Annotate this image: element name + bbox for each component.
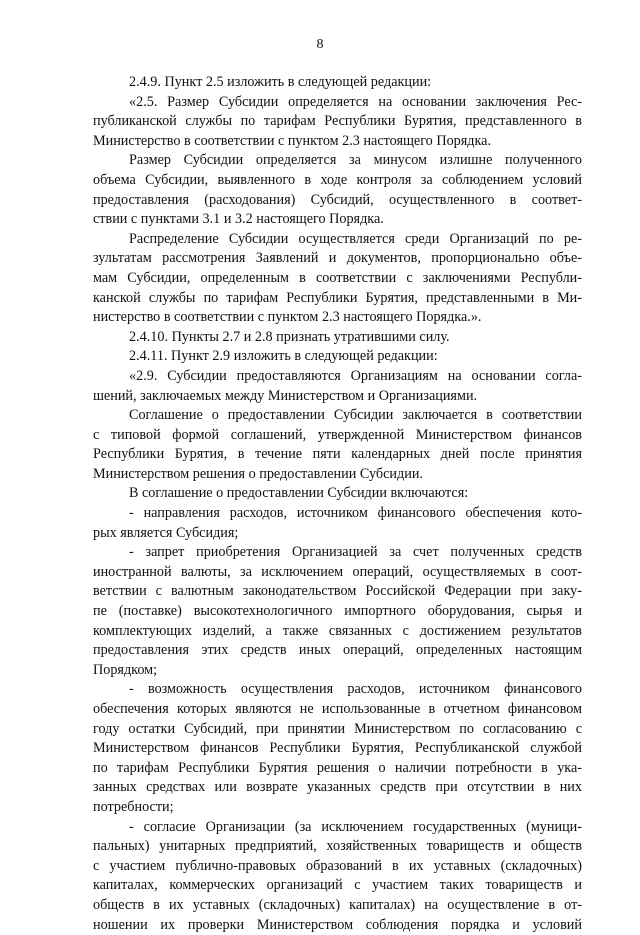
text-line: потребности;	[93, 798, 174, 815]
text-line: обществ в их уставных (складочных) капиталах) на осуществление в от-	[93, 896, 582, 913]
text-line: ствии с пунктами 3.1 и 3.2 настоящего Порядка.	[93, 211, 384, 228]
text-line: Распределение Субсидии осуществляется среди Организаций по ре-	[129, 230, 582, 247]
text-line: - согласие Организации (за исключением государственных (муници-	[129, 818, 582, 835]
text-line: рых является Субсидия;	[93, 524, 239, 541]
text-line: - запрет приобретения Организацией за счет полученных средств	[129, 544, 582, 561]
text-line: зультатам рассмотрения Заявлений и документов, пропорционально объе-	[93, 250, 582, 267]
text-line: иностранной валюты, за исключением операций, осуществляемых в соот-	[93, 563, 582, 580]
text-line: предоставления этих средств иных операций, определенных настоящим	[93, 642, 582, 659]
text-line: канской службы по тарифам Республики Бурятия, представленными в Ми-	[93, 289, 582, 306]
text-line: капиталах, коммерческих организаций с участием таких товариществ и	[93, 877, 582, 894]
text-line: ношении их проверки Министерством соблюдения порядка и условий	[93, 916, 582, 933]
text-line: Порядком;	[93, 661, 158, 678]
text-line: комплектующих изделий, а также связанных с достижением результатов	[93, 622, 582, 639]
text-line: по тарифам Республики Бурятия решения о наличии потребности в ука-	[93, 759, 582, 776]
text-line: занных средствах или возврате указанных средств при отсутствии в них	[93, 779, 582, 796]
text-line: ветствии с валютным законодательством Российской Федерации при заку-	[93, 583, 582, 600]
text-line: 2.4.11. Пункт 2.9 изложить в следующей редакции:	[129, 348, 438, 365]
text-line: 2.4.9. Пункт 2.5 изложить в следующей редакции:	[129, 74, 432, 90]
text-line: «2.5. Размер Субсидии определяется на основании заключения Рес-	[129, 93, 582, 110]
document-body	[93, 73, 582, 935]
text-line: Республики Бурятия, в течение пяти календарных дней после принятия	[93, 446, 582, 463]
text-line: пе (поставке) высокотехнологичного импортного оборудования, сырья и	[93, 603, 582, 620]
text-line: с типовой формой соглашений, утвержденной Министерством финансов	[93, 426, 582, 443]
text-line: Министерством финансов Республики Бурятия, Республиканской службой	[93, 740, 582, 757]
text-line: Размер Субсидии определяется за минусом излишне полученного	[129, 152, 582, 169]
text-line: - направления расходов, источником финансового обеспечения кото-	[129, 505, 582, 522]
text-line: пальных) унитарных предприятий, хозяйственных товариществ и обществ	[93, 838, 582, 855]
text-line: шений, заключаемых между Министерством и Организациями.	[93, 387, 478, 404]
text-line: с участием публично-правовых образований в их уставных (складочных)	[93, 857, 582, 874]
text-line: мам Субсидии, определенным в соответствии с заключениями Республи-	[93, 269, 582, 286]
text-line: В соглашение о предоставлении Субсидии включаются:	[129, 485, 469, 502]
text-line: нистерство в соответствии с пунктом 2.3 настоящего Порядка.».	[93, 309, 482, 326]
text-line: Министерство в соответствии с пунктом 2.3 настоящего Порядка.	[93, 132, 492, 149]
text-line: 2.4.10. Пункты 2.7 и 2.8 признать утратившими силу.	[129, 328, 450, 345]
text-line: «2.9. Субсидии предоставляются Организациям на основании согла-	[129, 367, 582, 384]
text-line: предоставления (расходования) Субсидий, осуществленного в соответ-	[93, 191, 582, 208]
text-line: Министерством решения о предоставлении Субсидии.	[93, 465, 423, 482]
text-line: году остатки Субсидий, при принятии Министерством по согласованию с	[93, 720, 582, 737]
page-number: 8	[316, 37, 324, 52]
text-line: Соглашение о предоставлении Субсидии заключается в соответствии	[129, 407, 582, 424]
text-line: объема Субсидии, выявленного в ходе контроля за соблюдением условий	[93, 171, 582, 188]
text-line: публиканской службы по тарифам Республики Бурятия, представленного в	[93, 113, 582, 130]
text-line: - возможность осуществления расходов, источником финансового	[129, 681, 582, 698]
text-line: обеспечения которых являются не использованные в отчетном финансовом	[93, 701, 582, 717]
